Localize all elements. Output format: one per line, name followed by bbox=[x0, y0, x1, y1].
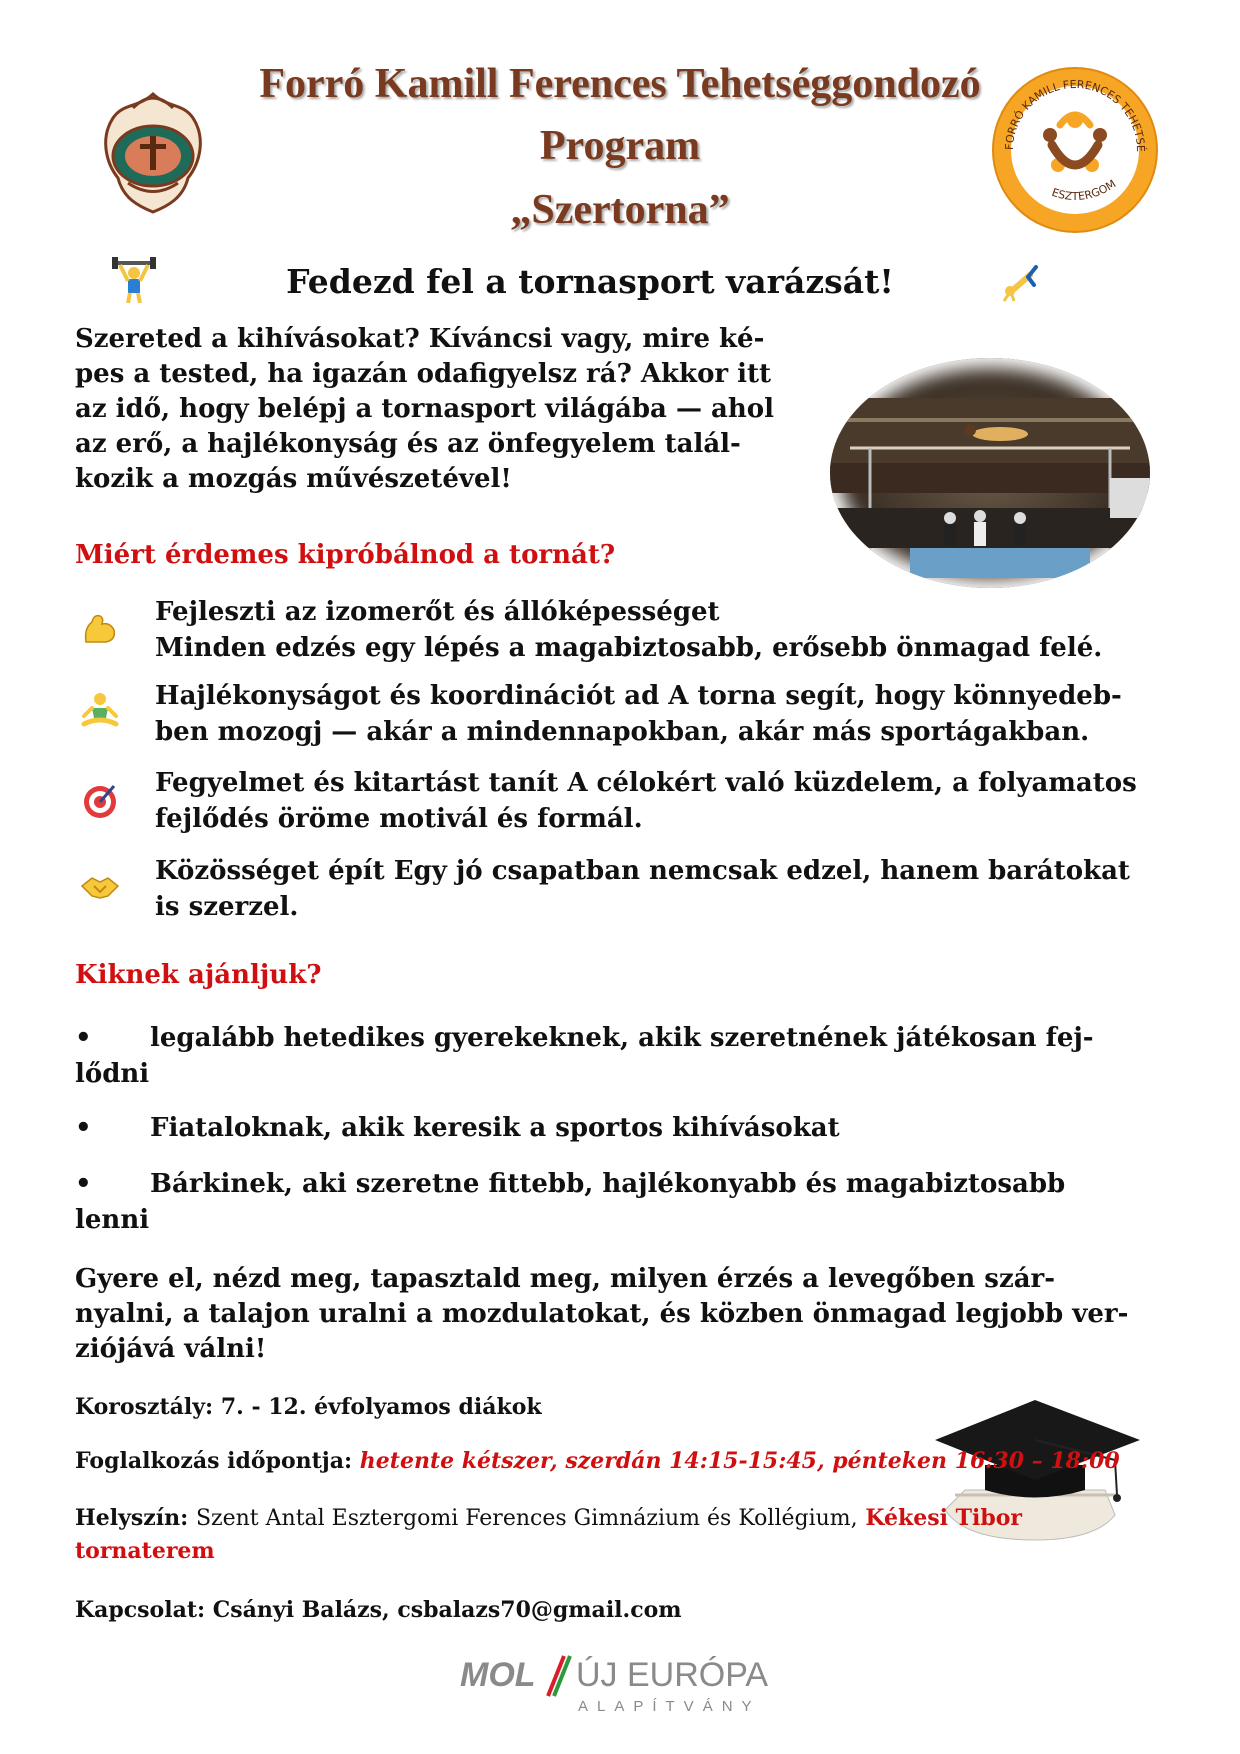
location-info: Helyszín: Szent Antal Esztergomi Ferences Gimnázium és Kollégium, Kékesi Tibor tornaterem bbox=[75, 1505, 1022, 1564]
bullet: • bbox=[75, 1023, 92, 1053]
audience-item: • legalább hetedikes gyerekeknek, akik szeretnének játékosan fej- lődni bbox=[75, 1020, 1135, 1092]
talent-program-logo bbox=[990, 65, 1160, 235]
intro-line: az erő, a hajlékonyság és az önfegyelem talál- bbox=[75, 429, 741, 459]
program-title-line3: „Szertorna” bbox=[510, 187, 730, 233]
yoga-person-icon bbox=[80, 690, 120, 730]
benefit-item bbox=[155, 594, 1175, 666]
closing-line: ziójává válni! bbox=[75, 1334, 267, 1364]
benefit-text: ben mozogj — akár a mindennapokban, akár más sportágakban. bbox=[155, 717, 1090, 747]
closing-line: nyalni, a talajon uralni a mozdulatokat, és közben önmagad legjobb ver- bbox=[75, 1299, 1129, 1329]
gymnastics-photo bbox=[830, 358, 1150, 588]
bullet: • bbox=[75, 1169, 92, 1199]
intro-line: kozik a mozgás művészetével! bbox=[75, 464, 512, 494]
why-heading: Miért érdemes kipróbálnod a tornát? bbox=[75, 540, 616, 570]
alapitvany-text: ALAPÍTVÁNY bbox=[578, 1698, 761, 1715]
benefit-text: fejlődés öröme motivál és formál. bbox=[155, 804, 643, 834]
benefit-text: is szerzel. bbox=[155, 892, 299, 922]
audience-item: • Fiataloknak, akik keresik a sportos kihívásokat bbox=[75, 1110, 1135, 1146]
intro-paragraph bbox=[75, 322, 815, 497]
handshake-icon bbox=[80, 866, 120, 906]
benefit-title: Fegyelmet és kitartást tanít A célokért való küzdelem, a folyamatos bbox=[155, 768, 1137, 798]
weightlifter-icon bbox=[112, 255, 156, 303]
target-icon bbox=[80, 780, 120, 820]
bullet: • bbox=[75, 1113, 92, 1143]
time-info: Foglalkozás időpontja: hetente kétszer, szerdán 14:15-15:45, pénteken 16:30 – 18:00 bbox=[75, 1448, 1120, 1474]
benefit-item bbox=[155, 678, 1175, 750]
mol-text: MOL bbox=[460, 1656, 536, 1694]
benefit-title: Hajlékonyságot és koordinációt ad A torna segít, hogy könnyedeb- bbox=[155, 681, 1122, 711]
audience-item: • Bárkinek, aki szeretne fittebb, hajlékonyabb és magabiztosabb lenni bbox=[75, 1166, 1135, 1238]
uj-europa-text: ÚJ EURÓPA bbox=[576, 1656, 769, 1694]
benefit-text: Minden edzés egy lépés a magabiztosabb, erősebb önmagad felé. bbox=[155, 633, 1103, 663]
program-title-line1: Forró Kamill Ferences Tehetséggondozó bbox=[259, 61, 981, 107]
logo-bottom-text: ESZTERGOM bbox=[1049, 177, 1119, 204]
benefit-item bbox=[155, 853, 1175, 925]
closing-paragraph bbox=[75, 1262, 1165, 1367]
logo-ring-text: FORRÓ KAMILL FERENCES TEHETSÉ bbox=[1002, 77, 1148, 153]
audience-heading: Kiknek ajánljuk? bbox=[75, 960, 322, 990]
program-title-line2: Program bbox=[539, 123, 701, 169]
intro-line: Szereted a kihívásokat? Kíváncsi vagy, mire ké- bbox=[75, 324, 765, 354]
intro-line: az idő, hogy belépj a tornasport világába — ahol bbox=[75, 394, 774, 424]
closing-line: Gyere el, nézd meg, tapasztald meg, milyen érzés a levegőben szár- bbox=[75, 1264, 1056, 1294]
benefit-title: Fejleszti az izomerőt és állóképességet bbox=[155, 597, 720, 627]
benefit-title: Közösséget épít Egy jó csapatban nemcsak edzel, hanem barátokat bbox=[155, 856, 1130, 886]
contact-info: Kapcsolat: Csányi Balázs, csbalazs70@gmail.com bbox=[75, 1597, 682, 1623]
franciscan-crest-logo bbox=[88, 88, 218, 218]
mol-uj-europa-logo bbox=[460, 1650, 800, 1720]
flexed-biceps-icon bbox=[80, 608, 120, 648]
intro-line: pes a tested, ha igazán odafigyelsz rá? Akkor itt bbox=[75, 359, 772, 389]
tagline: Fedezd fel a tornasport varázsát! bbox=[286, 262, 894, 301]
age-info: Korosztály: 7. - 12. évfolyamos diákok bbox=[75, 1394, 542, 1420]
benefit-item bbox=[155, 765, 1175, 837]
cartwheel-icon bbox=[1000, 263, 1040, 303]
